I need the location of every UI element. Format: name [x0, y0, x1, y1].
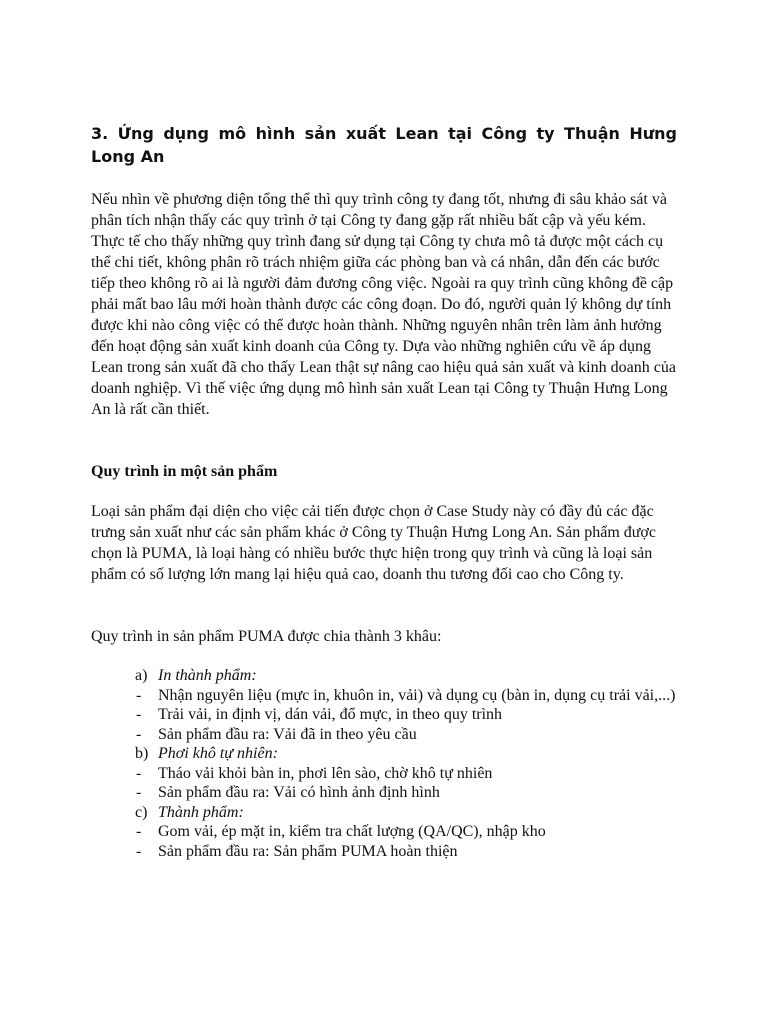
subsection-heading: Quy trình in một sản phẩm: [91, 463, 278, 480]
dash-bullet: -: [136, 706, 142, 723]
list-item: [91, 822, 677, 842]
list-item-text: Gom vải, ép mặt in, kiểm tra chất lượng (QA/QC), nhập kho: [158, 823, 546, 840]
list-item-text: Nhận nguyên liệu (mực in, khuôn in, vải) và dụng cụ (bàn in, dụng cụ trải vải,...): [158, 686, 676, 704]
dash-bullet: -: [136, 764, 142, 782]
stage-title-text: In thành phẩm:: [158, 667, 257, 684]
product-paragraph: Loại sản phẩm đại diện cho việc cải tiến được chọn ở Case Study này có đầy đủ các đặc trưng sản xuất như các sản phẩm khác ở Công ty Thuận Hưng Long An. Sản phẩm được chọn là PUMA, là loại hàng có nhiều bước thực hiện trong quy trình và cũng là loại sản phẩm có số lượng lớn mang lại hiệu quả cao, doanh thu tương đối cao cho Công ty.: [91, 503, 656, 583]
dash-bullet: -: [136, 842, 142, 860]
stage-title: [91, 803, 677, 823]
list-item: [91, 705, 677, 725]
list-item-text: Sản phẩm đầu ra: Vải có hình ảnh định hình: [158, 784, 440, 801]
process-intro-paragraph: Quy trình in sản phẩm PUMA được chia thành 3 khâu:: [91, 628, 442, 645]
list-item: [91, 686, 677, 706]
list-item-text: Tháo vải khỏi bàn in, phơi lên sào, chờ khô tự nhiên: [158, 764, 493, 782]
process-stage-list: [91, 666, 677, 861]
stage-title: [91, 744, 677, 764]
stage-title: [91, 666, 677, 686]
list-item: [91, 725, 677, 745]
list-item: [91, 783, 677, 803]
list-item: [91, 842, 677, 862]
dash-bullet: -: [136, 725, 142, 743]
list-item-text: Trải vải, in định vị, dán vải, đổ mực, in theo quy trình: [158, 706, 503, 723]
stage-title-text: Phơi khô tự nhiên:: [158, 745, 278, 762]
document-page: [91, 122, 677, 861]
stage-marker: c): [135, 803, 148, 821]
stage-marker: b): [135, 745, 149, 762]
list-item-text: Sản phẩm đầu ra: Sản phẩm PUMA hoàn thiện: [158, 842, 458, 860]
list-item: [91, 764, 677, 784]
stage-marker: a): [135, 667, 148, 684]
dash-bullet: -: [136, 784, 142, 801]
dash-bullet: -: [136, 686, 142, 704]
stage-title-text: Thành phẩm:: [158, 803, 244, 821]
intro-paragraph: Nếu nhìn về phương diện tổng thể thì quy trình công ty đang tốt, nhưng đi sâu khảo sát và phân tích nhận thấy các quy trình ở tại Công ty đang gặp rất nhiều bất cập và yếu kém. Thực tế cho thấy những quy trình đang sử dụng tại Công ty chưa mô tả được một cách cụ thể chi tiết, không phân rõ trách nhiệm giữa các phòng ban và cá nhân, dẫn đến các bước tiếp theo không rõ ai là người đảm đương công việc. Ngoài ra quy trình cũng không đề cập phải mất bao lâu mới hoàn thành được các công đoạn. Do đó, người quản lý không dự tính được khi nào công việc có thể được hoàn thành. Những nguyên nhân trên làm ảnh hưởng đến hoạt động sản xuất kinh doanh của Công ty. Dựa vào những nghiên cứu về áp dụng Lean trong sản xuất đã cho thấy Lean thật sự nâng cao hiệu quả sản xuất và kinh doanh của doanh nghiệp. Vì thế việc ứng dụng mô hình sản xuất Lean tại Công ty Thuận Hưng Long An là rất cần thiết.: [91, 191, 676, 418]
dash-bullet: -: [136, 823, 142, 840]
list-item-text: Sản phẩm đầu ra: Vải đã in theo yêu cầu: [158, 725, 417, 743]
section-heading: 3. Ứng dụng mô hình sản xuất Lean tại Công ty Thuận Hưng Long An: [91, 124, 677, 166]
